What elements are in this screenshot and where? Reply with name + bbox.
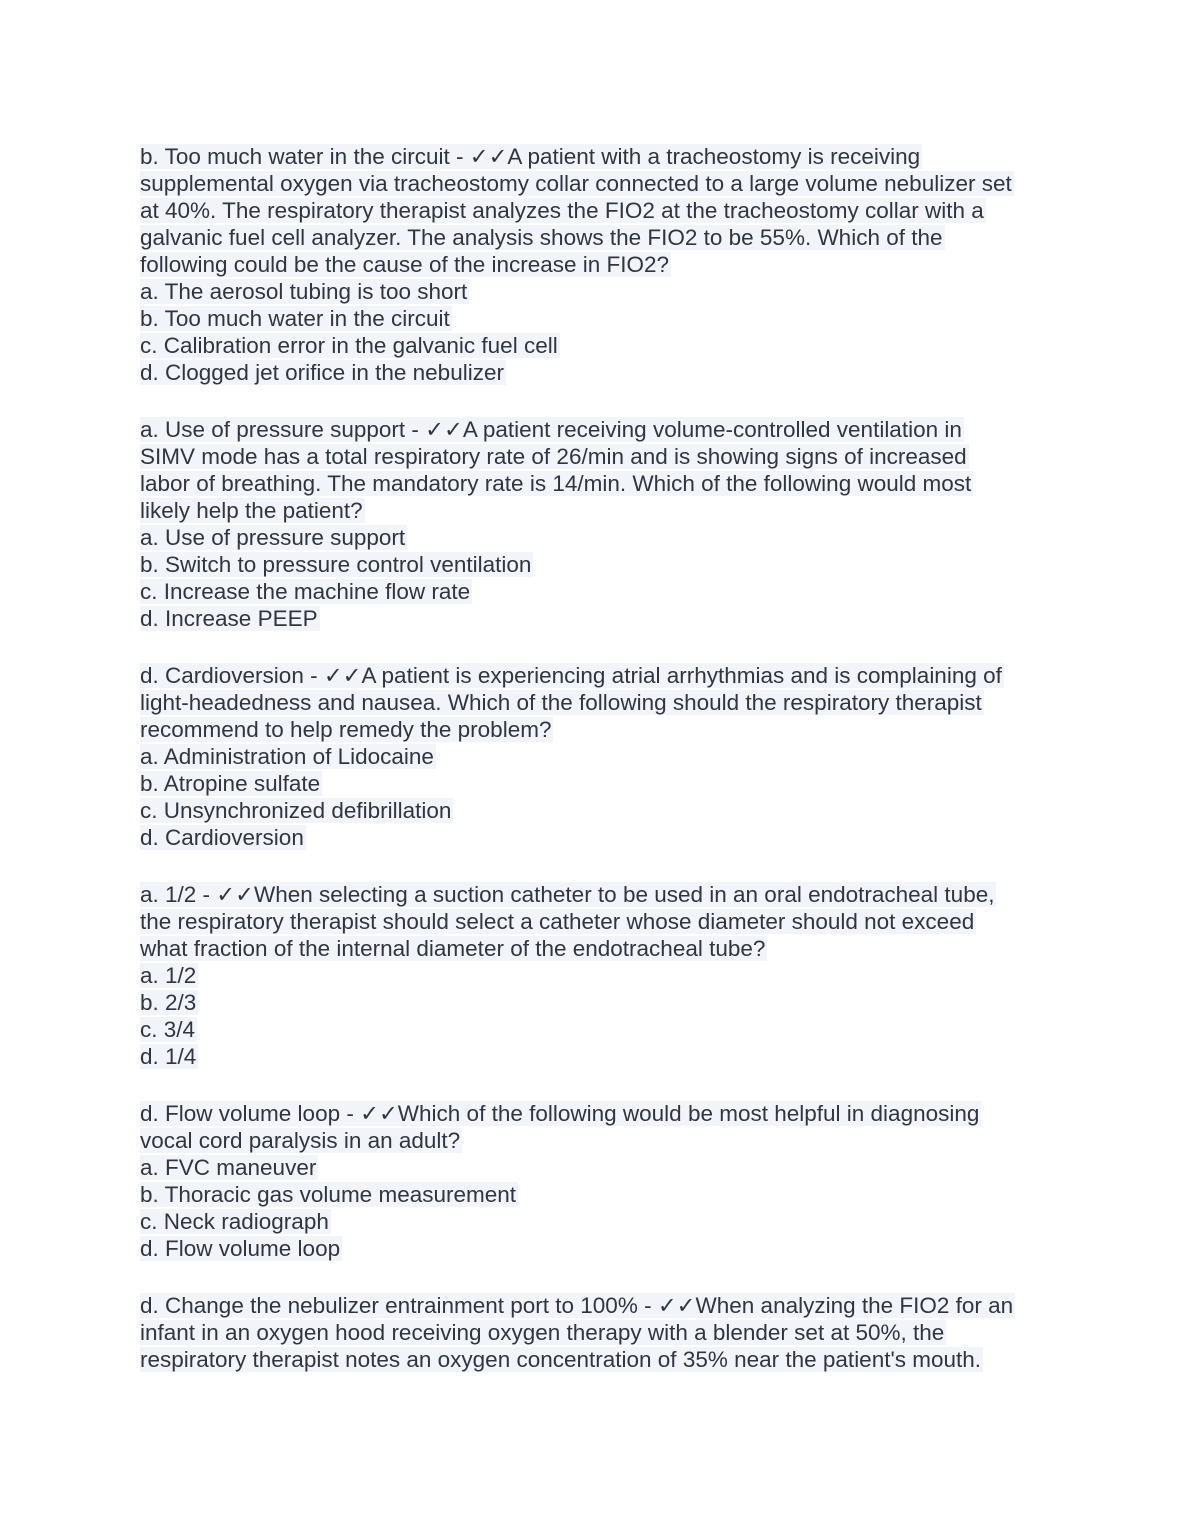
answer-option: d. 1/4 bbox=[140, 1044, 197, 1069]
question-block bbox=[140, 416, 1050, 632]
answer-option: a. 1/2 bbox=[140, 963, 197, 988]
answer-option: b. 2/3 bbox=[140, 990, 197, 1015]
text-line: following could be the cause of the increase in FIO2? bbox=[140, 252, 670, 277]
answer-option: a. Use of pressure support bbox=[140, 525, 406, 550]
answer-option: c. Increase the machine flow rate bbox=[140, 579, 471, 604]
text-line: d. Cardioversion - ✓✓A patient is experiencing atrial arrhythmias and is complaining of bbox=[140, 663, 1002, 688]
text-line: d. Flow volume loop - ✓✓Which of the following would be most helpful in diagnosing bbox=[140, 1101, 980, 1126]
text-line: galvanic fuel cell analyzer. The analysis shows the FIO2 to be 55%. Which of the bbox=[140, 225, 943, 250]
question-block bbox=[140, 662, 1050, 851]
answer-option: c. Neck radiograph bbox=[140, 1209, 329, 1234]
answer-option: b. Atropine sulfate bbox=[140, 771, 321, 796]
text-line: a. 1/2 - ✓✓When selecting a suction catheter to be used in an oral endotracheal tube, bbox=[140, 882, 995, 907]
question-block bbox=[140, 1292, 1050, 1373]
text-line: light-headedness and nausea. Which of the following should the respiratory therapist bbox=[140, 690, 982, 715]
question-block bbox=[140, 881, 1050, 1070]
question-block bbox=[140, 1100, 1050, 1262]
answer-option: d. Cardioversion bbox=[140, 825, 304, 850]
text-line: likely help the patient? bbox=[140, 498, 363, 523]
text-line: at 40%. The respiratory therapist analyzes the FIO2 at the tracheostomy collar with a bbox=[140, 198, 984, 223]
answer-option: b. Switch to pressure control ventilation bbox=[140, 552, 532, 577]
document-page bbox=[140, 143, 1050, 1403]
text-line: labor of breathing. The mandatory rate is 14/min. Which of the following would most bbox=[140, 471, 972, 496]
answer-option: c. Calibration error in the galvanic fuel cell bbox=[140, 333, 558, 358]
answer-option: c. 3/4 bbox=[140, 1017, 196, 1042]
answer-option: a. The aerosol tubing is too short bbox=[140, 279, 468, 304]
text-line: supplemental oxygen via tracheostomy collar connected to a large volume nebulizer set bbox=[140, 171, 1012, 196]
text-line: vocal cord paralysis in an adult? bbox=[140, 1128, 461, 1153]
answer-option: a. Administration of Lidocaine bbox=[140, 744, 434, 769]
text-line: infant in an oxygen hood receiving oxygen therapy with a blender set at 50%, the bbox=[140, 1320, 945, 1345]
text-line: the respiratory therapist should select a catheter whose diameter should not exceed bbox=[140, 909, 975, 934]
answer-option: b. Thoracic gas volume measurement bbox=[140, 1182, 517, 1207]
text-line: what fraction of the internal diameter of the endotracheal tube? bbox=[140, 936, 766, 961]
answer-option: c. Unsynchronized defibrillation bbox=[140, 798, 452, 823]
question-block bbox=[140, 143, 1050, 386]
text-line: d. Change the nebulizer entrainment port to 100% - ✓✓When analyzing the FIO2 for an bbox=[140, 1293, 1014, 1318]
answer-option: d. Flow volume loop bbox=[140, 1236, 341, 1261]
answer-option: a. FVC maneuver bbox=[140, 1155, 317, 1180]
text-line: a. Use of pressure support - ✓✓A patient receiving volume-controlled ventilation in bbox=[140, 417, 962, 442]
text-line: SIMV mode has a total respiratory rate of 26/min and is showing signs of increased bbox=[140, 444, 967, 469]
answer-option: d. Clogged jet orifice in the nebulizer bbox=[140, 360, 504, 385]
answer-option: b. Too much water in the circuit bbox=[140, 306, 450, 331]
text-line: b. Too much water in the circuit - ✓✓A patient with a tracheostomy is receiving bbox=[140, 144, 921, 169]
answer-option: d. Increase PEEP bbox=[140, 606, 318, 631]
text-line: recommend to help remedy the problem? bbox=[140, 717, 552, 742]
text-line: respiratory therapist notes an oxygen concentration of 35% near the patient's mouth. bbox=[140, 1347, 982, 1372]
